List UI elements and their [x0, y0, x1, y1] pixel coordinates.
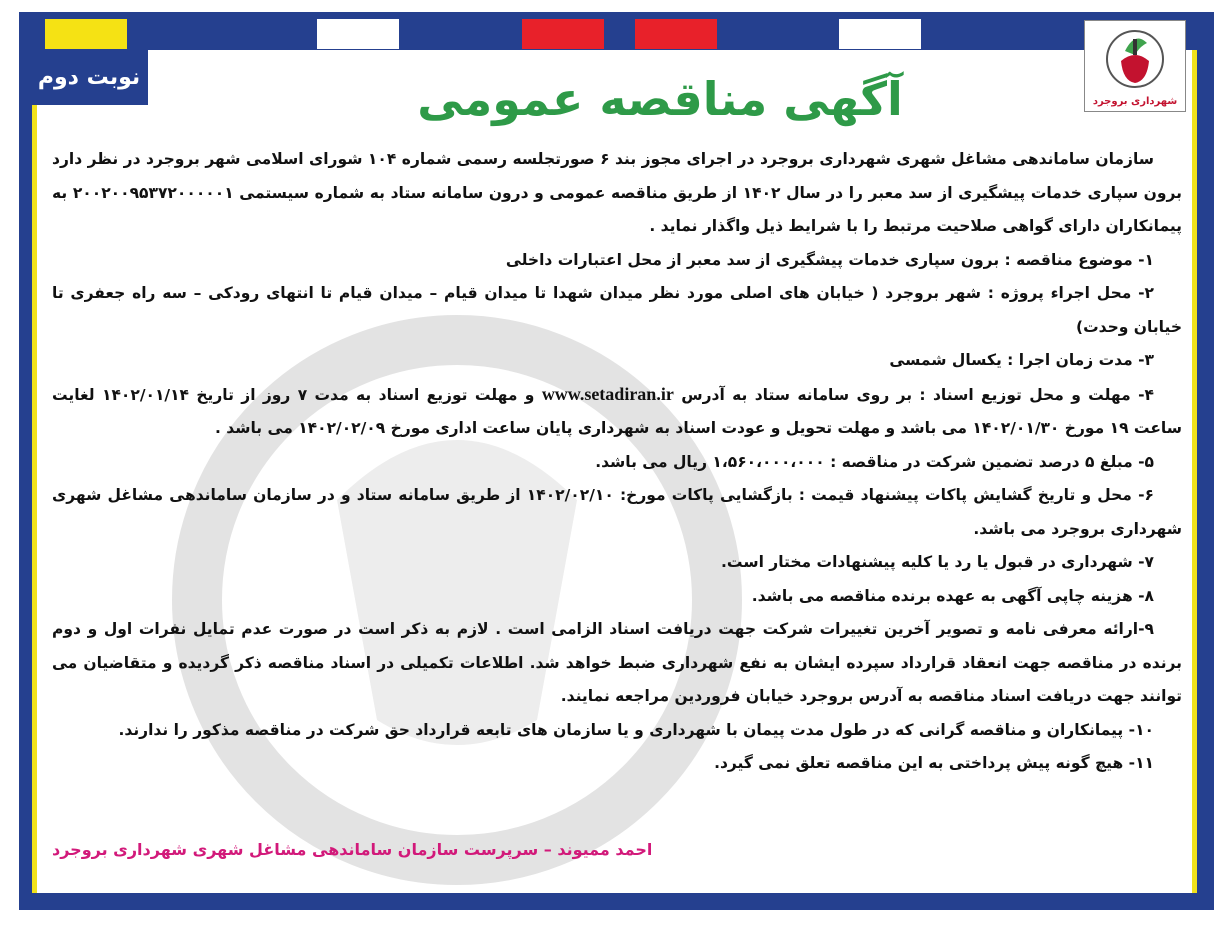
list-item: ۸- هزینه چاپی آگهی به عهده برنده مناقصه می باشد.	[751, 586, 1154, 605]
logo-caption: شهرداری بروجرد	[1092, 96, 1178, 107]
item4-before: ۴- مهلت و محل توزیع اسناد : بر روی سامانه ستاد به آدرس	[681, 385, 1155, 404]
list-item: ۲- محل اجراء پروژه : شهر بروجرد ( خیابان های اصلی مورد نظر میدان شهدا تا میدان قیام – میدان قیام تا انتهای رودکی – سه راه جعفری تا خیابان وحدت)	[52, 284, 1182, 336]
list-item: ۱- موضوع مناقصه : برون سپاری خدمات پیشگیری از سد معبر از محل اعتبارات داخلی	[505, 250, 1154, 269]
list-item: ۷- شهرداری در قبول یا رد یا کلیه پیشنهادات مختار است.	[721, 553, 1154, 571]
decor-bar-red	[635, 19, 717, 49]
logo-emblem-icon	[1085, 21, 1185, 93]
decor-bar-red	[522, 19, 604, 49]
round-badge: نوبت دوم	[30, 50, 148, 105]
signature: احمد ممیوند – سرپرست سازمان ساماندهی مشاغل شهری شهرداری بروجرد	[52, 840, 653, 859]
page-title: آگهی مناقصه عمومی	[417, 72, 903, 126]
intro-paragraph: سازمان ساماندهی مشاغل شهری شهرداری بروجرد در اجرای مجوز بند ۶ صورتجلسه رسمی شماره ۱۰۴ شورای اسلامی شهر بروجرد در نظر دارد برون سپاری خدمات پیشگیری از سد معبر را در سال ۱۴۰۲ از طریق مناقصه عمومی و درون سامانه ستاد به شماره سیستمی ۲۰۰۲۰۰۹۵۳۷۲۰۰۰۰۰۱ به پیمانکاران دارای گواهی صلاحیت مرتبط را با شرایط ذیل واگذار نماید .	[52, 150, 1182, 235]
municipality-logo	[1084, 20, 1186, 112]
list-item: ۱۱- هیچ گونه پیش پرداختی به این مناقصه تعلق نمی گیرد.	[714, 754, 1154, 772]
item4-after: و مهلت توزیع اسناد به مدت ۷ روز از تاریخ ۱۴۰۲/۰۱/۱۴ لغایت ساعت ۱۹ مورخ ۱۴۰۲/۰۱/۳۰ می باشد و مهلت تحویل و عودت اسناد به شهرداری پایان ساعت اداری مورخ ۱۴۰۲/۰۲/۰۹ می باشد .	[52, 385, 1182, 437]
notice-content	[52, 143, 1182, 781]
decor-bar-white	[839, 19, 921, 49]
list-item-documents	[52, 378, 1182, 446]
decor-bar-yellow	[45, 19, 127, 49]
list-item: ۹-ارائه معرفی نامه و تصویر آخرین تغییرات شرکت جهت دریافت اسناد الزامی است . لازم به ذکر است در صورت عدم تمایل نفرات اول و دوم برنده در مناقصه جهت انعقاد قرارداد سپرده ایشان به نفع شهرداری ضبط خواهد شد. اطلاعات تکمیلی در اسناد مناقصه ذکر گردیده و متقاضیان می توانند جهت دریافت اسناد مناقصه به آدرس بروجرد خیابان فروردین مراجعه نمایند.	[52, 620, 1182, 705]
setadiran-link[interactable]: www.setadiran.ir	[541, 383, 674, 404]
list-item: ۵- مبلغ ۵ درصد تضمین شرکت در مناقصه : ۱،۵۶۰،۰۰۰،۰۰۰ ریال می باشد.	[595, 452, 1154, 471]
list-item: ۶- محل و تاریخ گشایش پاکات پیشنهاد قیمت : بازگشایی پاکات مورخ: ۱۴۰۲/۰۲/۱۰ از طریق سامانه ستاد و در سازمان ساماندهی مشاغل شهری شهرداری بروجرد می باشد.	[52, 486, 1182, 538]
list-item: ۱۰- پیمانکاران و مناقصه گرانی که در طول مدت پیمان با شهرداری و یا سازمان های تابعه قرارداد حق شرکت در مناقصه مذکور را ندارند.	[118, 720, 1154, 739]
list-item: ۳- مدت زمان اجرا : یکسال شمسی	[889, 351, 1154, 369]
decor-bar-white	[317, 19, 399, 49]
